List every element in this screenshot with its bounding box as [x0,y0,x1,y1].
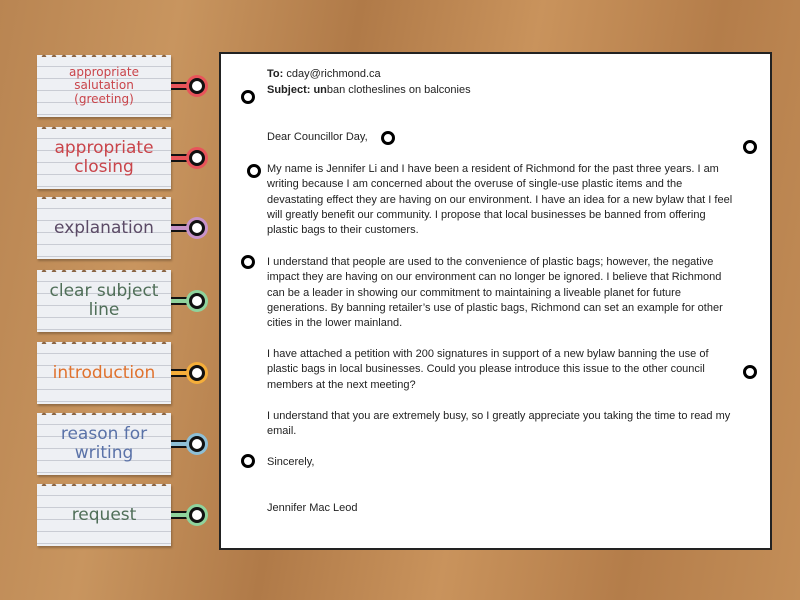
email-paragraph-line: My name is Jennifer Li and I have been a resident of Richmond for the past three years. I am [267,163,719,175]
connector-pin-icon[interactable] [189,293,205,309]
email-paragraph-line: cities in the lower mainland. [267,317,403,330]
drop-target-slot[interactable] [241,255,255,269]
email-paragraph-line: will greatly benefit our community. I propose that local businesses be banned from offering [267,208,706,221]
answer-card-label: clear subject line [49,281,159,320]
answer-card[interactable] [37,197,171,259]
answer-card-label: appropriate salutation (greeting) [69,65,139,106]
email-greeting: Dear Councillor Day, [267,131,368,143]
answer-card-label: reason for writing [60,424,148,463]
email-paragraph-line: I understand that people are used to the convenience of plastic bags; however, the negative [267,256,714,268]
answer-card[interactable] [37,55,171,117]
email-paragraph-line: can be a leader in showing our commitment to maintaining a liveable planet for future [267,286,681,299]
drop-target-slot[interactable] [241,454,255,468]
email-paragraph-line: members at the next meeting? [267,378,416,391]
email-to-line [267,68,381,80]
answer-card-label: introduction [52,362,156,383]
connector-pin-icon[interactable] [189,78,205,94]
answer-card-label: explanation [54,217,154,238]
email-closing: Sincerely, [267,456,315,468]
drop-target-slot[interactable] [381,131,395,145]
connector-pin-icon[interactable] [189,220,205,236]
email-paragraph-line: email. [267,425,297,438]
subject-value: ban clotheslines on balconies [326,84,471,96]
drop-target-slot[interactable] [743,140,757,154]
drop-target-slot[interactable] [241,90,255,104]
drop-target-slot[interactable] [247,164,261,178]
connector-pin-icon[interactable] [189,436,205,452]
answer-card[interactable] [37,342,171,404]
answer-card[interactable] [37,127,171,189]
email-subject-line [267,84,471,96]
subject-label: Subject: un [267,84,327,96]
email-paragraph-line: plastic bags in local businesses. Could you please introduce this issue to the other council [267,363,705,376]
connector-pin-icon[interactable] [189,365,205,381]
answer-card[interactable] [37,413,171,475]
email-paragraph-line: plastic bags to their customers. [267,224,419,237]
answer-card[interactable] [37,270,171,332]
connector-pin-icon[interactable] [189,150,205,166]
answer-card-label: request [71,504,137,525]
connector-pin-icon[interactable] [189,507,205,523]
drop-target-slot[interactable] [743,365,757,379]
email-paragraph-line: generations. By banning retailer’s use of plastic bags, Richmond can set an example for other [267,301,723,314]
email-paragraph-line: I have attached a petition with 200 signatures in support of a new bylaw banning the use of [267,348,709,360]
to-label: To: [267,68,284,80]
email-paragraph-line: devastating effect they are having on our environment. I have an idea for a new bylaw that I feel [267,193,733,206]
email-paragraph-line: writing because I am concerned about the overuse of single-use plastic items and the [267,178,683,191]
to-value: cday@richmond.ca [283,68,381,80]
answer-card-label: appropriate closing [54,138,154,177]
answer-card[interactable] [37,484,171,546]
email-signature: Jennifer Mac Leod [267,502,358,514]
email-paragraph-line: I understand that you are extremely busy, so I greatly appreciate you taking the time to read my [267,410,731,422]
email-paragraph-line: impact they are having on our environment can no longer be ignored. I believe that Richmond [267,271,722,284]
